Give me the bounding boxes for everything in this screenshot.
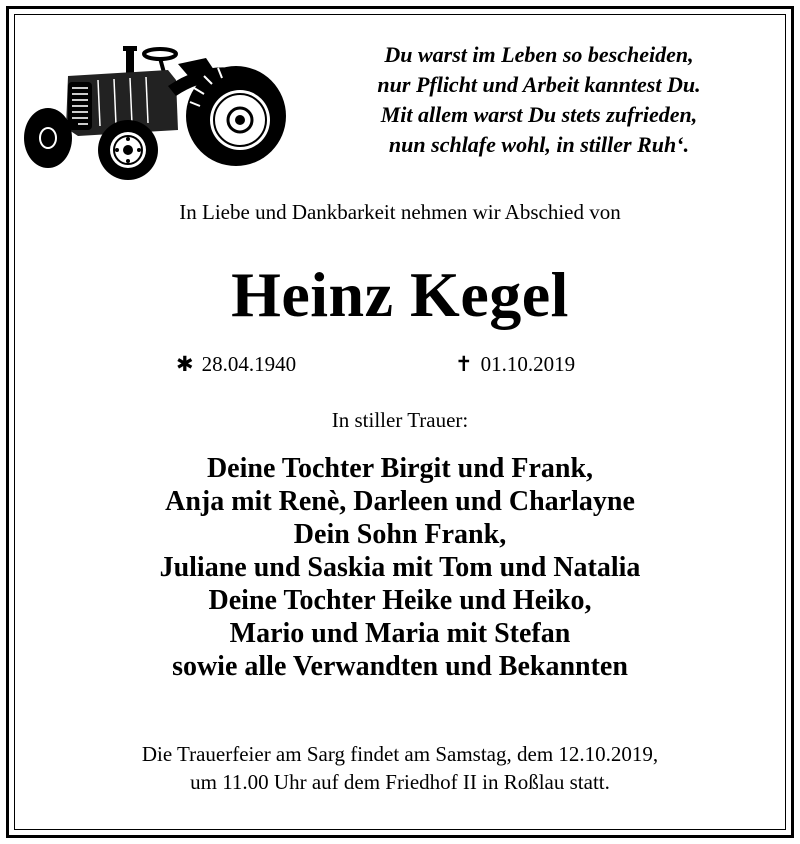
- birth-date: [176, 352, 296, 377]
- tractor-icon: [18, 40, 290, 182]
- family-list: [0, 452, 800, 683]
- family-line: Deine Tochter Heike und Heiko,: [208, 585, 592, 616]
- mourning-heading: In stiller Trauer:: [331, 408, 469, 432]
- birth-date-value: 28.04.1940: [201, 352, 297, 376]
- poem-line: nun schlafe wohl, in stiller Ruh‘.: [388, 132, 690, 157]
- family-line: Deine Tochter Birgit und Frank,: [206, 453, 594, 484]
- death-cross-icon: ✝: [455, 352, 473, 376]
- death-date-value: 01.10.2019: [480, 352, 576, 376]
- family-line: Mario und Maria mit Stefan: [229, 618, 571, 649]
- intro-text: In Liebe und Dankbarkeit nehmen wir Abschied von: [179, 200, 621, 224]
- poem-line: Du warst im Leben so bescheiden,: [384, 42, 694, 67]
- family-line: Dein Sohn Frank,: [293, 519, 507, 550]
- family-line: Anja mit Renè, Darleen und Charlayne: [165, 486, 635, 517]
- ceremony-info: [0, 740, 800, 796]
- ceremony-line: Die Trauerfeier am Sarg findet am Samstag, dem 12.10.2019,: [141, 742, 659, 766]
- family-line: sowie alle Verwandten und Bekannten: [172, 651, 628, 682]
- poem-line: nur Pflicht und Arbeit kanntest Du.: [377, 72, 701, 97]
- ceremony-line: um 11.00 Uhr auf dem Friedhof II in Roßlau statt.: [190, 770, 610, 794]
- death-date: [455, 352, 575, 377]
- poem: [316, 40, 762, 160]
- birth-star-icon: ✱: [176, 352, 194, 376]
- deceased-name: Heinz Kegel: [231, 259, 569, 330]
- poem-line: Mit allem warst Du stets zufrieden,: [380, 102, 698, 127]
- family-line: Juliane und Saskia mit Tom und Natalia: [159, 552, 641, 583]
